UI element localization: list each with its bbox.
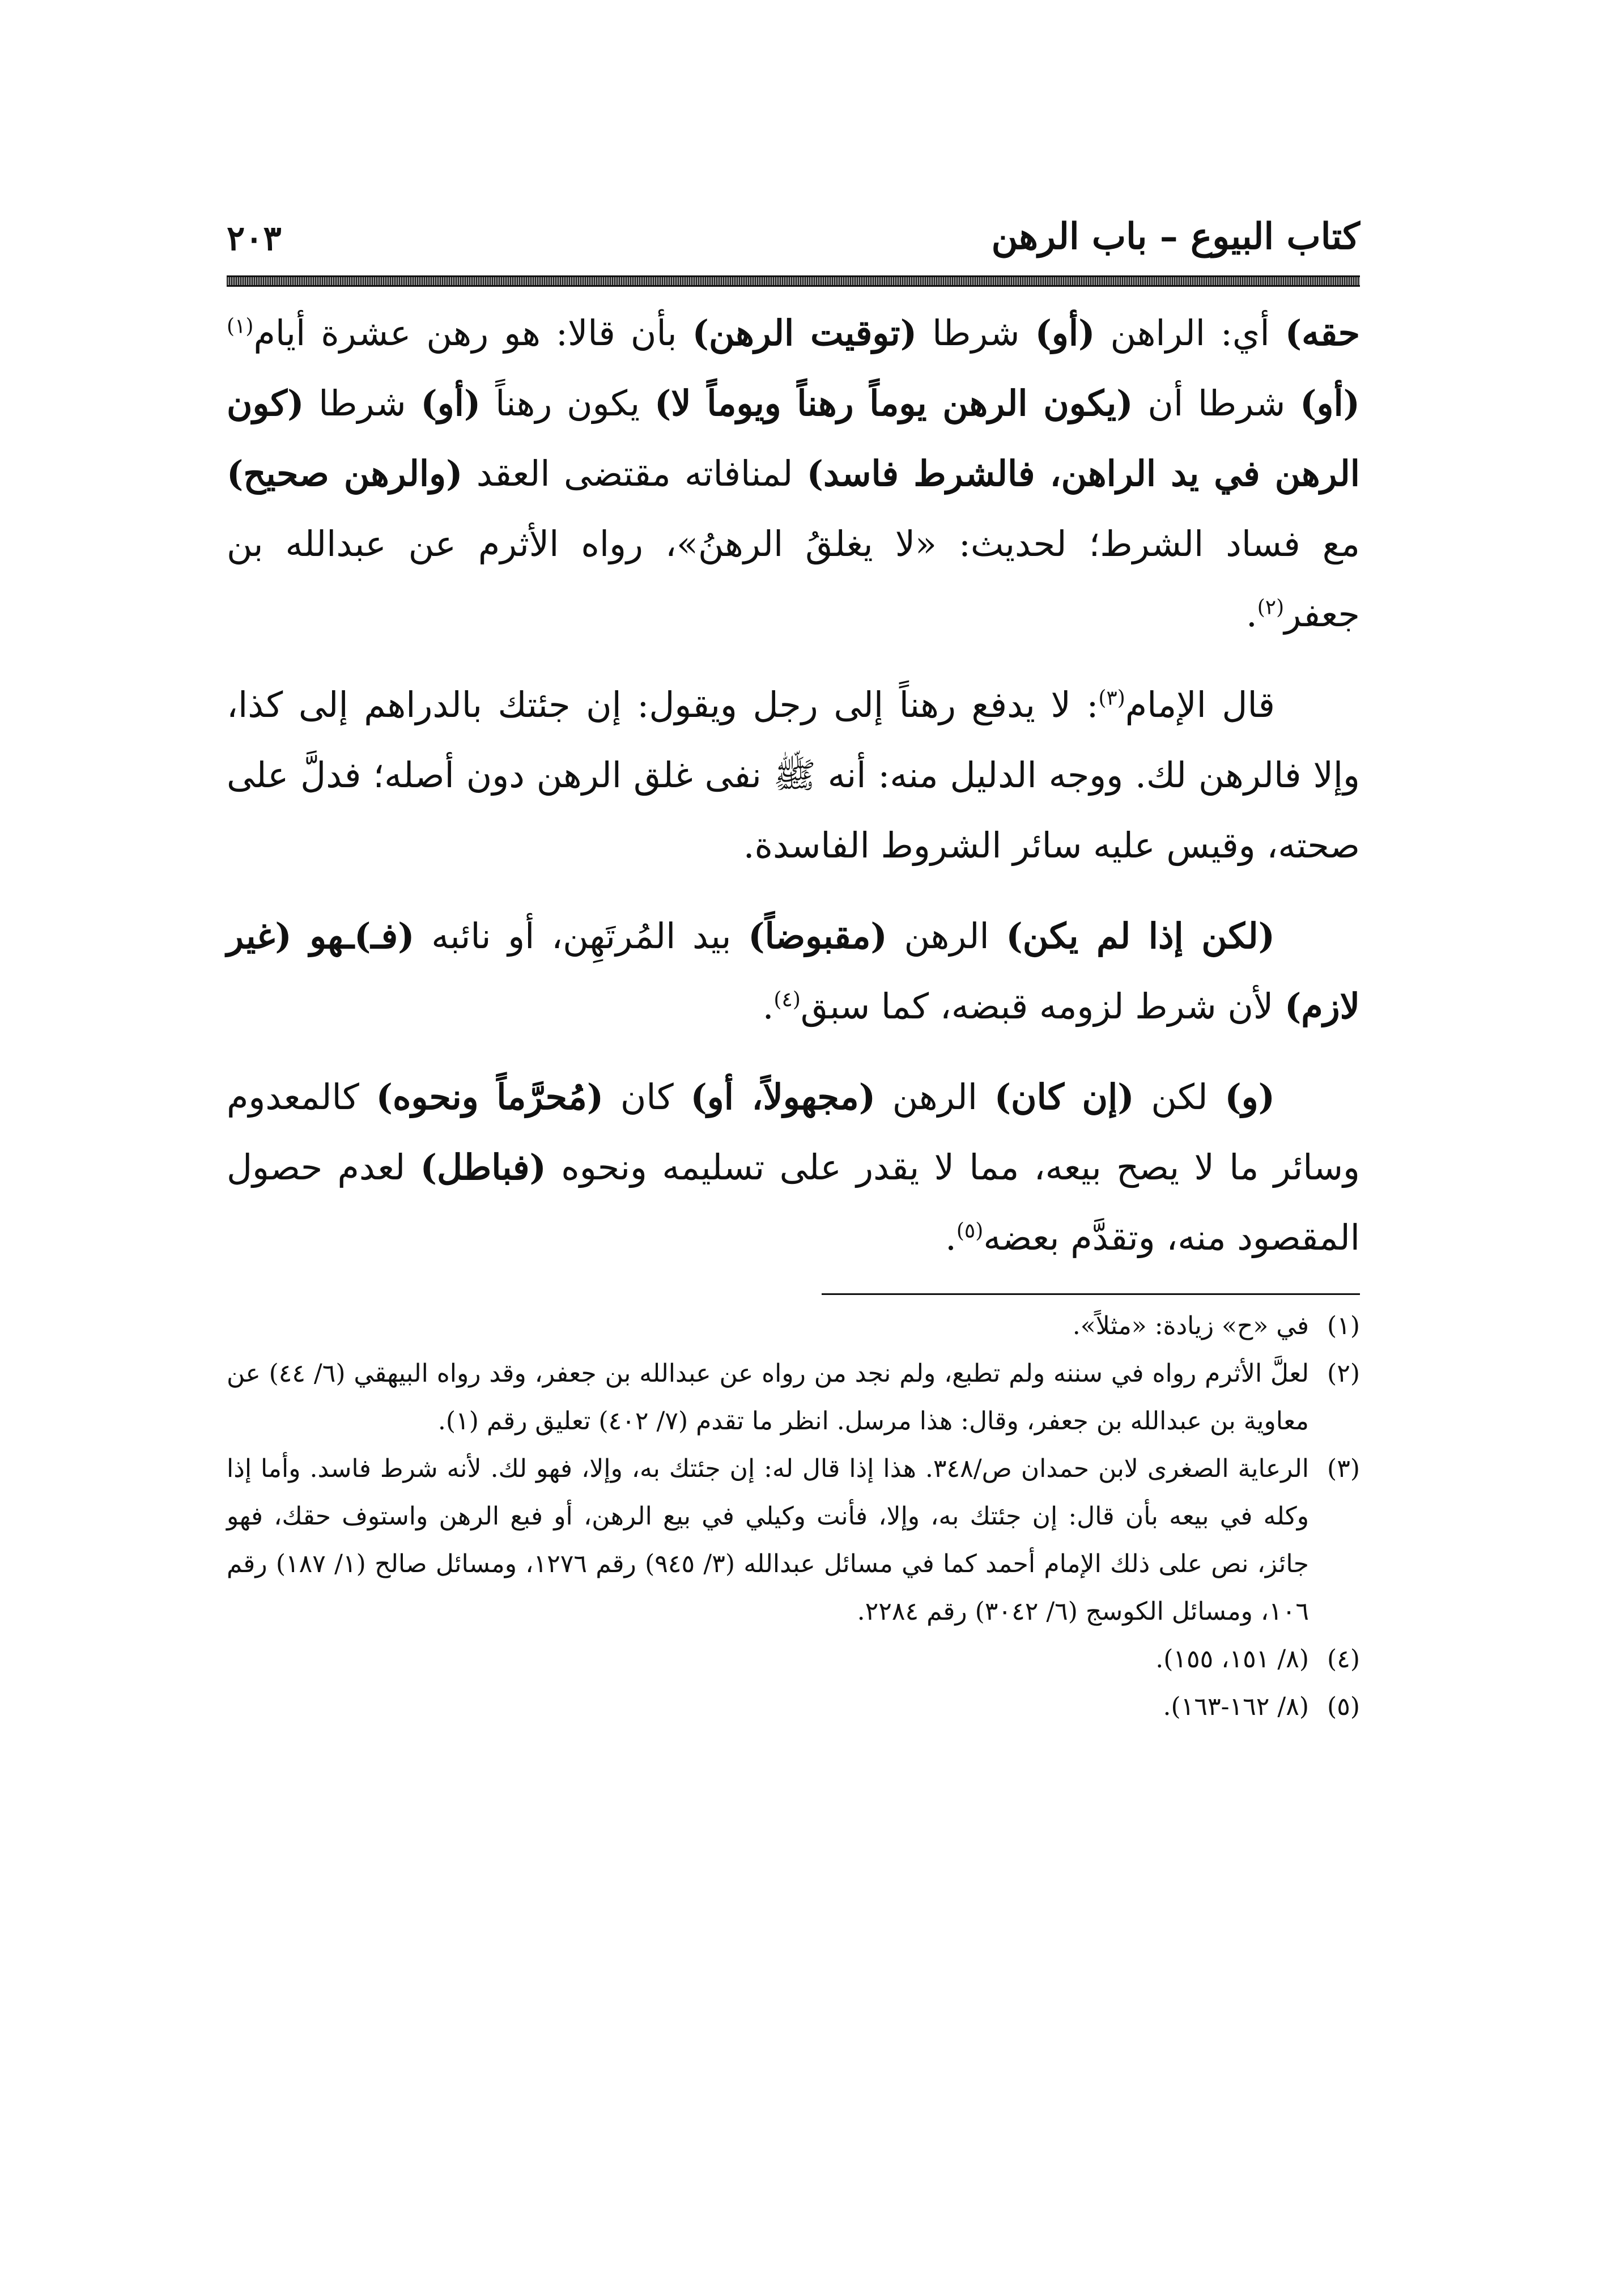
footnote-ref-5: (٥) <box>956 1219 984 1243</box>
text-run: شرطا <box>304 383 421 424</box>
bold-phrase: حقه) <box>1285 312 1361 354</box>
text-run: بأن قالا: هو رهن عشرة أيام <box>253 312 692 354</box>
paragraph-3 <box>227 901 1360 1042</box>
footnote-number: (١) <box>1327 1311 1360 1340</box>
text-run: شرطا <box>917 312 1035 354</box>
text-run: : لا يدفع رهناً إلى رجل ويقول: إن جئتك بالدراهم إلى كذا، وإلا فالرهن لك. ووجه الدليل منه: أنه ﷺ نفى غلق الرهن دون أصله؛ فدلَّ على صحته، وقيس عليه سائر الشروط الفاسدة. <box>227 684 1360 866</box>
text-run: شرطا أن <box>1133 383 1300 424</box>
text-run: الرهن <box>887 915 1006 957</box>
bold-phrase: (أو) <box>1035 312 1095 354</box>
bold-phrase: (إن كان) <box>994 1076 1134 1118</box>
bold-phrase: (أو) <box>420 383 481 424</box>
footnotes <box>227 1302 1360 1731</box>
bold-phrase: (مقبوضاً) <box>748 915 887 957</box>
text-run: كالمعدوم وسائر ما لا يصح بيعه، مما لا يقدر على تسليمه ونحوه <box>227 1076 1360 1188</box>
text-run: قال الإمام <box>1125 684 1276 725</box>
text-run: . <box>945 1217 956 1258</box>
footnote-number: (٢) <box>1327 1359 1360 1388</box>
text-run: مع فساد الشرط؛ لحديث: «لا يغلقُ الرهنُ»، رواه الأثرم عن عبدالله بن جعفر <box>227 523 1360 635</box>
paragraph-1 <box>227 298 1360 649</box>
running-title: كتاب البيوع – باب الرهن <box>991 215 1360 258</box>
text-run: يكون رهناً <box>481 383 654 424</box>
paragraph-2 <box>227 670 1360 881</box>
footnote-text: الرعاية الصغرى لابن حمدان ص/٣٤٨. هذا إذا قال له: إن جئتك به، وإلا، فهو لك. لأنه شرط فاسد. وأما إذا وكله في بيعه بأن قال: إن جئتك به، وإلا، فأنت وكيلي في بيع الرهن، أو فبع الرهن واستوف حقك، فهو جائز، نص على ذلك الإمام أحمد كما في مسائل عبدالله (٣/ ٩٤٥) رقم ١٢٧٦، ومسائل صالح (١/ ١٨٧) رقم ١٠٦، ومسائل الكوسج (٦/ ٣٠٤٢) رقم ٢٢٨٤. <box>227 1454 1310 1626</box>
bold-phrase: (والرهن صحيح) <box>227 453 463 494</box>
footnote-1 <box>227 1302 1360 1350</box>
bold-phrase: (لكن إذا لم يكن) <box>1006 915 1276 957</box>
footnote-number: (٣) <box>1327 1454 1360 1483</box>
bold-phrase: (مجهولاً، أو) <box>690 1076 876 1118</box>
book-page <box>227 204 1360 2131</box>
bold-phrase: (يكون الرهن يوماً رهناً ويوماً لا) <box>654 383 1133 424</box>
bold-phrase: (كون الرهن في يد الراهن، فالشرط فاسد) <box>227 383 1361 494</box>
footnote-3 <box>227 1445 1360 1636</box>
text-run: كان <box>603 1076 691 1118</box>
bold-phrase: (و) <box>1225 1076 1275 1118</box>
bold-phrase: (مُحرَّماً ونحوه) <box>376 1076 604 1118</box>
page-header <box>227 204 1360 272</box>
text-run: لأن شرط لزومه قبضه، كما سبق <box>800 986 1285 1027</box>
text-run: لكن <box>1134 1076 1225 1118</box>
bold-phrase: (فـ)ـهو (غير لازم) <box>227 915 1360 1027</box>
footnote-text: في «ح» زيادة: «مثلاً». <box>1072 1311 1309 1340</box>
text-run: . <box>1246 593 1257 635</box>
footnote-ref-3: (٣) <box>1098 686 1125 710</box>
footnote-ref-2: (٢) <box>1257 596 1285 619</box>
footnote-text: (٨/ ١٥١، ١٥٥). <box>1155 1645 1309 1674</box>
footnote-ref-4: (٤) <box>773 988 801 1012</box>
text-run: لمنافاته مقتضى العقد <box>462 453 807 494</box>
bold-phrase: (أو) <box>1300 383 1361 424</box>
header-rule <box>227 275 1360 287</box>
text-run: الرهن <box>875 1076 994 1118</box>
text-run: لعدم حصول المقصود منه، وتقدَّم بعضه <box>227 1146 1360 1258</box>
text-run: . <box>762 986 774 1027</box>
bold-phrase: (توقيت الرهن) <box>692 312 917 354</box>
page-number: ٢٠٣ <box>227 219 282 258</box>
bold-phrase: (فباطل) <box>420 1146 546 1188</box>
footnote-ref-1: (١) <box>227 315 254 338</box>
footnote-number: (٤) <box>1327 1645 1360 1674</box>
text-run: أي: الراهن <box>1095 312 1285 354</box>
footnote-4 <box>227 1636 1360 1683</box>
footnote-5 <box>227 1683 1360 1731</box>
footnote-text: لعلَّ الأثرم رواه في سننه ولم تطبع، ولم نجد من رواه عن عبدالله بن جعفر، وقد رواه البيهقي (٦/ ٤٤) عن معاوية بن عبدالله بن جعفر، وقال: هذا مرسل. انظر ما تقدم (٧/ ٤٠٢) تعليق رقم (١). <box>227 1359 1309 1436</box>
text-run: بيد المُرتَهِن، أو نائبه <box>414 915 749 957</box>
paragraph-4 <box>227 1062 1360 1273</box>
footnote-text: (٨/ ١٦٢-١٦٣). <box>1163 1692 1309 1721</box>
main-text <box>227 298 1360 1273</box>
footnote-2 <box>227 1350 1360 1445</box>
footnote-number: (٥) <box>1327 1692 1360 1721</box>
